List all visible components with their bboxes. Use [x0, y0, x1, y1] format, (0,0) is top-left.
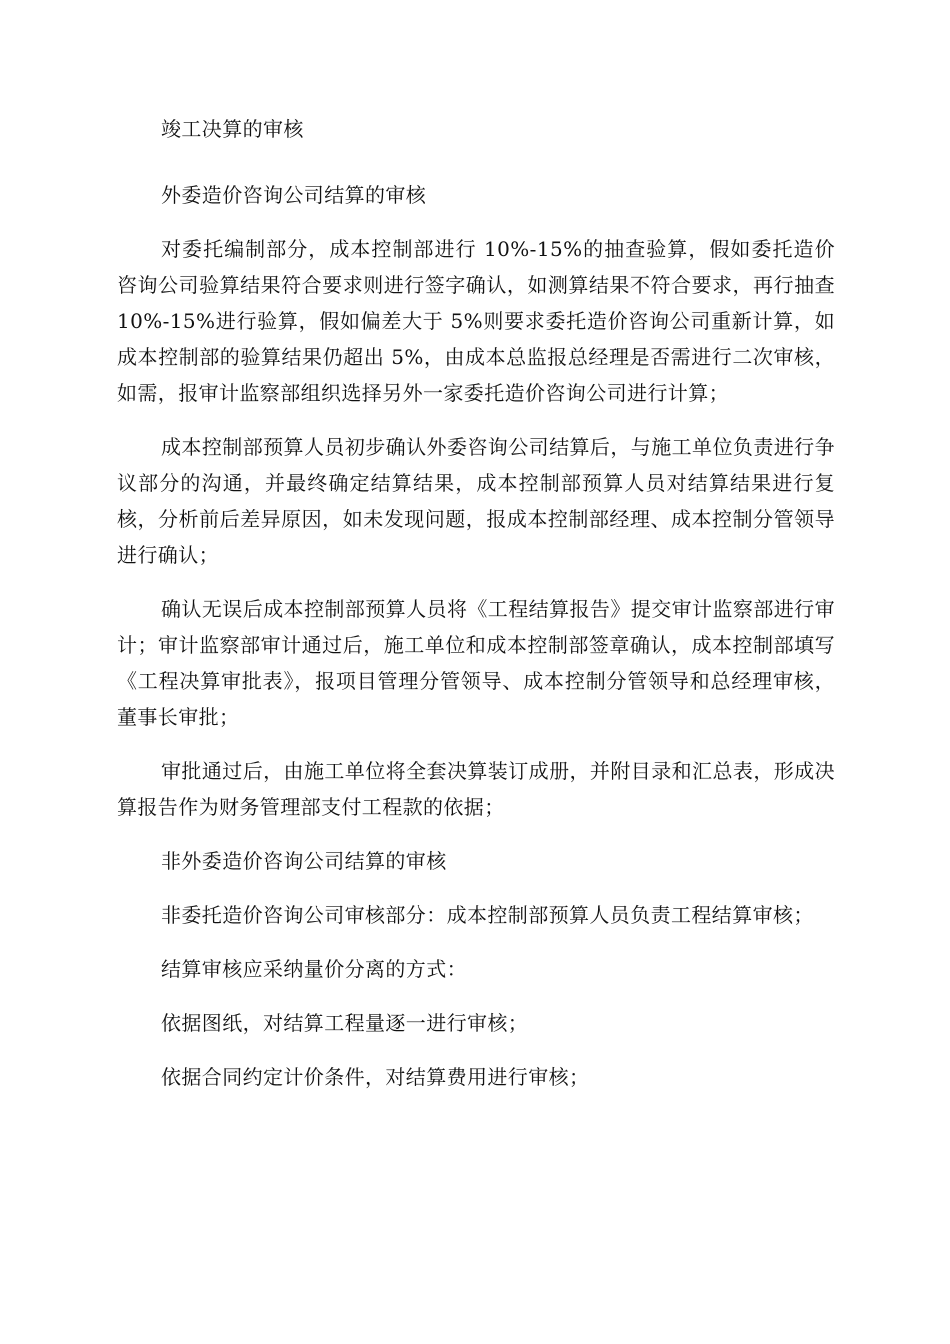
paragraph-quantity-review: 依据图纸，对结算工程量逐一进行审核； [161, 1011, 529, 1035]
section-heading-final-accounts: 竣工决算的审核 [161, 117, 304, 141]
paragraph-internal-review: 非委托造价咨询公司审核部分：成本控制部预算人员负责工程结算审核； [161, 903, 814, 927]
paragraph-sampling-check: 对委托编制部分，成本控制部进行 10%-15%的抽查验算，假如委托造价咨询公司验算结果符合要求则进行签字确认，如测算结果不符合要求，再行抽查 10%-15%进行验算，假如偏差大于 5%则要求委托造价咨询公司重新计算，如成本控制部的验算结果仍超出 5%，由成本总监报总经理是否需进行二次审核，如需，报审计监察部组织选择另外一家委托造价咨询公司进行计算； [117, 237, 835, 405]
paragraph-final-report: 审批通过后，由施工单位将全套决算装订成册，并附目录和汇总表，形成决算报告作为财务管理部支付工程款的依据； [117, 759, 835, 819]
document-body [117, 111, 835, 1113]
subsection-heading-non-outsourced-audit: 非外委造价咨询公司结算的审核 [161, 849, 447, 873]
paragraph-review-method: 结算审核应采纳量价分离的方式： [161, 957, 467, 981]
subsection-heading-outsourced-audit: 外委造价咨询公司结算的审核 [161, 183, 427, 207]
paragraph-budget-review: 成本控制部预算人员初步确认外委咨询公司结算后，与施工单位负责进行争议部分的沟通，并最终确定结算结果，成本控制部预算人员对结算结果进行复核，分析前后差异原因，如未发现问题，报成本控制部经理、成本控制分管领导进行确认； [117, 435, 835, 567]
paragraph-cost-review: 依据合同约定计价条件，对结算费用进行审核； [161, 1065, 590, 1089]
paragraph-audit-approval: 确认无误后成本控制部预算人员将《工程结算报告》提交审计监察部进行审计；审计监察部审计通过后，施工单位和成本控制部签章确认，成本控制部填写《工程决算审批表》，报项目管理分管领导、成本控制分管领导和总经理审核，董事长审批； [117, 597, 835, 729]
